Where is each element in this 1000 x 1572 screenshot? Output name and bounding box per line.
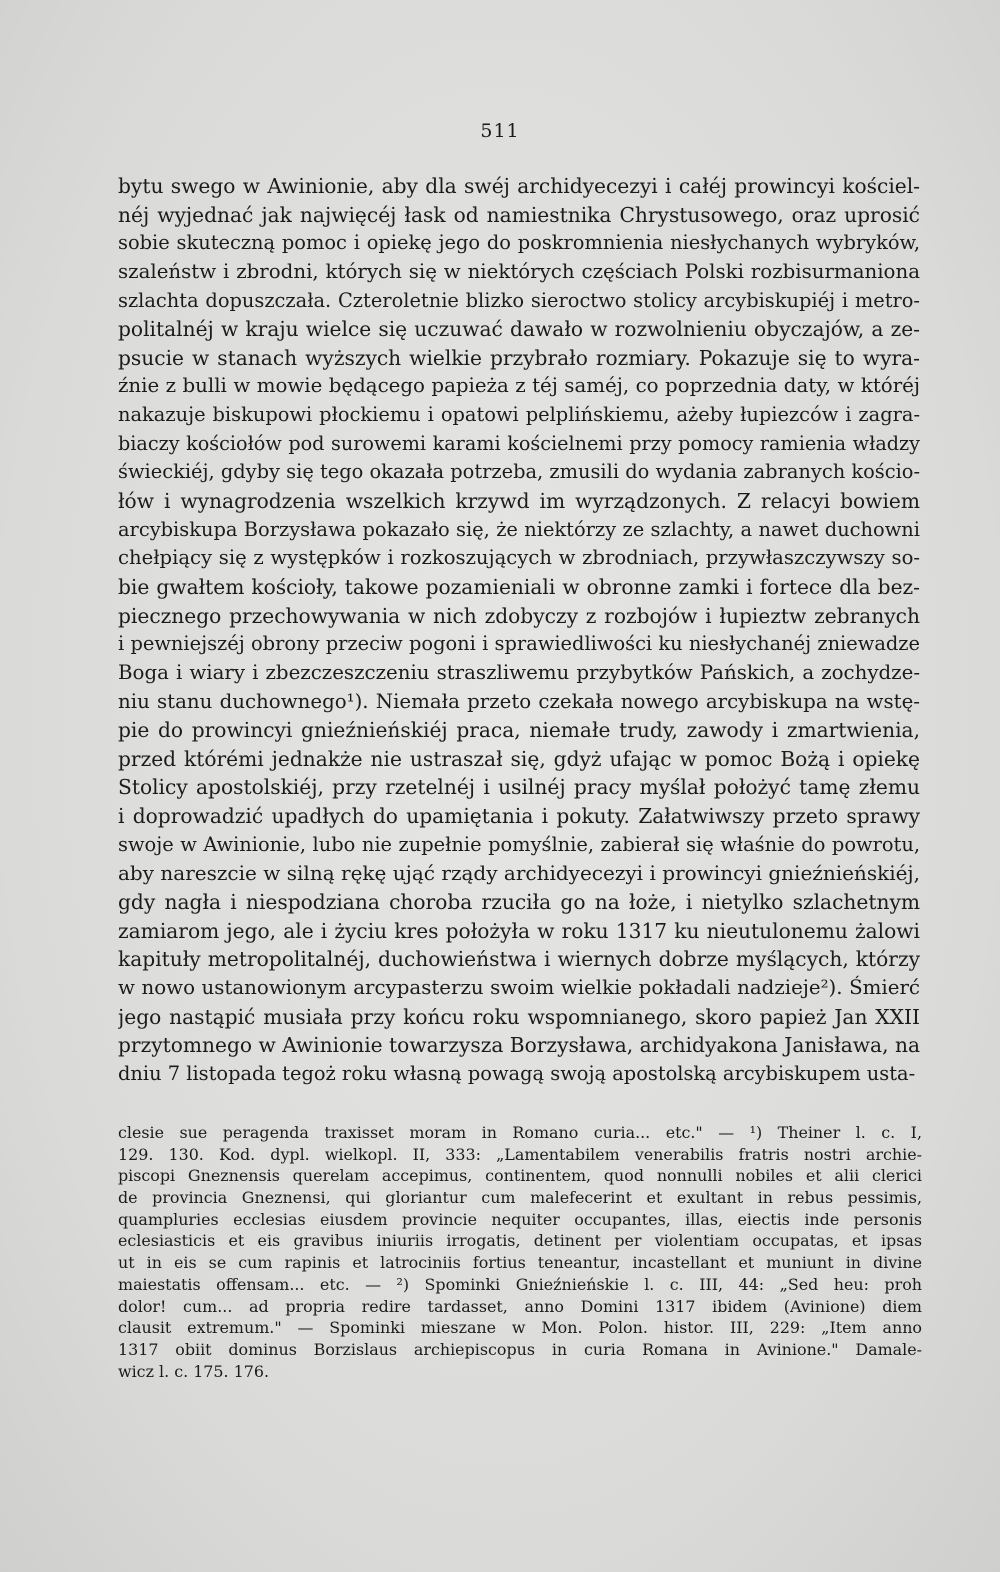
body-line: przed którémi jednakże nie ustraszał się, gdyż ufając w pomoc Bożą i opiekę — [118, 746, 920, 771]
body-line: bytu swego w Awinionie, aby dla swéj archidyecezyi i całéj prowincyi kościel- — [118, 174, 920, 198]
page-number: 511 — [480, 120, 520, 142]
body-line: arcybiskupa Borzysława pokazało się, że niektórzy ze szlachty, a nawet duchowni — [118, 517, 920, 541]
body-line: i pewniejszéj obrony przeciw pogoni i sprawiedliwości ku niesłychanéj zniewadze — [118, 632, 920, 656]
body-line: szlachta dopuszczała. Czteroletnie blizko sieroctwo stolicy arcybiskupiéj i metro- — [118, 288, 920, 312]
footnote-line: dolor! cum... ad propria redire tardasset, anno Domini 1317 ibidem (Avinione) diem — [118, 1296, 922, 1316]
body-line: nakazuje biskupowi płockiemu i opatowi pelplińskiemu, ażeby łupiezców i zagra- — [118, 403, 920, 427]
body-line: źnie z bulli w mowie będącego papieża z téj saméj, co poprzednia daty, w któréj — [118, 374, 920, 398]
body-line: łów i wynagrodzenia wszelkich krzywd im wyrządzonych. Z relacyi bowiem — [118, 489, 920, 514]
footnote-line: quampluries ecclesias eiusdem provincie nequiter occupantes, illas, eiectis inde personis — [118, 1209, 922, 1229]
body-line: niu stanu duchownego¹). Niemała przeto czekała nowego arcybiskupa na wstę- — [118, 689, 920, 713]
body-line: piecznego przechowywania w nich zdobyczy z rozbojów i łupieztw zebranych — [118, 603, 920, 628]
body-line: sobie skuteczną pomoc i opiekę jego do poskromnienia niesłychanych wybryków, — [118, 231, 920, 255]
footnote-line: wicz l. c. 175. 176. — [118, 1361, 270, 1381]
footnote-line: maiestatis offensam... etc. — ²) Spominki Gnieźnieńskie l. c. III, 44: „Sed heu: proh — [118, 1274, 922, 1294]
footnote-line: de provincia Gneznensi, qui gloriantur cum malefecerint et exultant in rebus pessimis, — [118, 1188, 922, 1208]
footnote-line: clesie sue peragenda traxisset moram in Romano curia... etc." — ¹) Theiner l. c. I, — [118, 1123, 922, 1142]
body-line: pie do prowincyi gnieźnieńskiéj praca, niemałe trudy, zawody i zmartwienia, — [118, 718, 920, 743]
body-line: néj wyjednać jak najwięcéj łask od namiestnika Chrystusowego, oraz uprosić — [118, 202, 920, 227]
body-line: chełpiący się z występków i rozkoszujących w zbrodniach, przywłaszczywszy so- — [118, 546, 920, 570]
footnotes — [118, 1122, 922, 1382]
body-line: Boga i wiary i zbezczeszczeniu straszliwemu przybytków Pańskich, a zochydze- — [118, 660, 920, 684]
footnote-line: piscopi Gneznensis querelam accepimus, continentem, quod nonnulli nobiles et alii clerici — [118, 1166, 922, 1186]
footnote-line: ut in eis se cum rapinis et latrociniis fortius teneantur, incastellant et muniunt in divine — [118, 1253, 922, 1273]
body-line: przytomnego w Awinionie towarzysza Borzysława, archidyakona Janisława, na — [118, 1033, 920, 1058]
body-line: swoje w Awinionie, lubo nie zupełnie pomyślnie, zabierał się właśnie do powrotu, — [118, 832, 920, 856]
body-line: i doprowadzić upadłych do upamiętania i pokuty. Załatwiwszy przeto sprawy — [118, 804, 920, 829]
body-text — [118, 172, 920, 1089]
body-line: psucie w stanach wyższych wielkie przybrało rozmiary. Pokazuje się to wyra- — [118, 345, 920, 370]
footnote-line: eclesiasticis et eis gravibus iniuriis irrogatis, detinent per violentiam occupatas, et ipsas — [118, 1231, 922, 1251]
footnote-line: clausit extremum." — Spominki mieszane w Mon. Polon. histor. III, 229: „Item anno — [118, 1318, 922, 1338]
footnote-line: 129. 130. Kod. dypl. wielkopl. II, 333: „Lamentabilem venerabilis fratris nostri archie- — [118, 1144, 922, 1164]
body-line: szaleństw i zbrodni, których się w niektórych częściach Polski rozbisurmaniona — [118, 259, 920, 283]
body-line: aby nareszcie w silną rękę ująć rządy archidyecezyi i prowincyi gnieźnieńskiéj, — [118, 861, 920, 886]
body-line: politalnéj w kraju wielce się uczuwać dawało w rozwolnieniu obyczajów, a ze- — [118, 317, 920, 342]
body-line: gdy nagła i niespodziana choroba rzuciła go na łoże, i nietylko szlachetnym — [118, 890, 920, 915]
body-line: świeckiéj, gdyby się tego okazała potrzeba, zmusili do wydania zabranych kościo- — [118, 460, 920, 484]
body-line: biaczy kościołów pod surowemi karami kościelnemi przy pomocy ramienia władzy — [118, 431, 920, 455]
body-line: kapituły metropolitalnéj, duchowieństwa i wiernych dobrze myślących, którzy — [118, 947, 920, 972]
body-line: w nowo ustanowionym arcypasterzu swoim wielkie pokładali nadzieje²). Śmierć — [118, 975, 920, 999]
body-line: bie gwałtem kościoły, takowe pozamieniali w obronne zamki i fortece dla bez- — [118, 574, 920, 599]
body-line: dniu 7 listopada tegoż roku własną powagą swoją apostolską arcybiskupem usta- — [118, 1061, 916, 1085]
body-line: jego nastąpić musiała przy końcu roku wspomnianego, skoro papież Jan XXII — [118, 1004, 920, 1029]
body-line: Stolicy apostolskiéj, przy rzetelnéj i usilnéj pracy myślał położyć tamę złemu — [118, 775, 920, 800]
body-line: zamiarom jego, ale i życiu kres położyła w roku 1317 ku nieutulonemu żalowi — [118, 918, 920, 943]
footnote-line: 1317 obiit dominus Borzislaus archiepiscopus in curia Romana in Avinione." Damale- — [118, 1339, 922, 1359]
